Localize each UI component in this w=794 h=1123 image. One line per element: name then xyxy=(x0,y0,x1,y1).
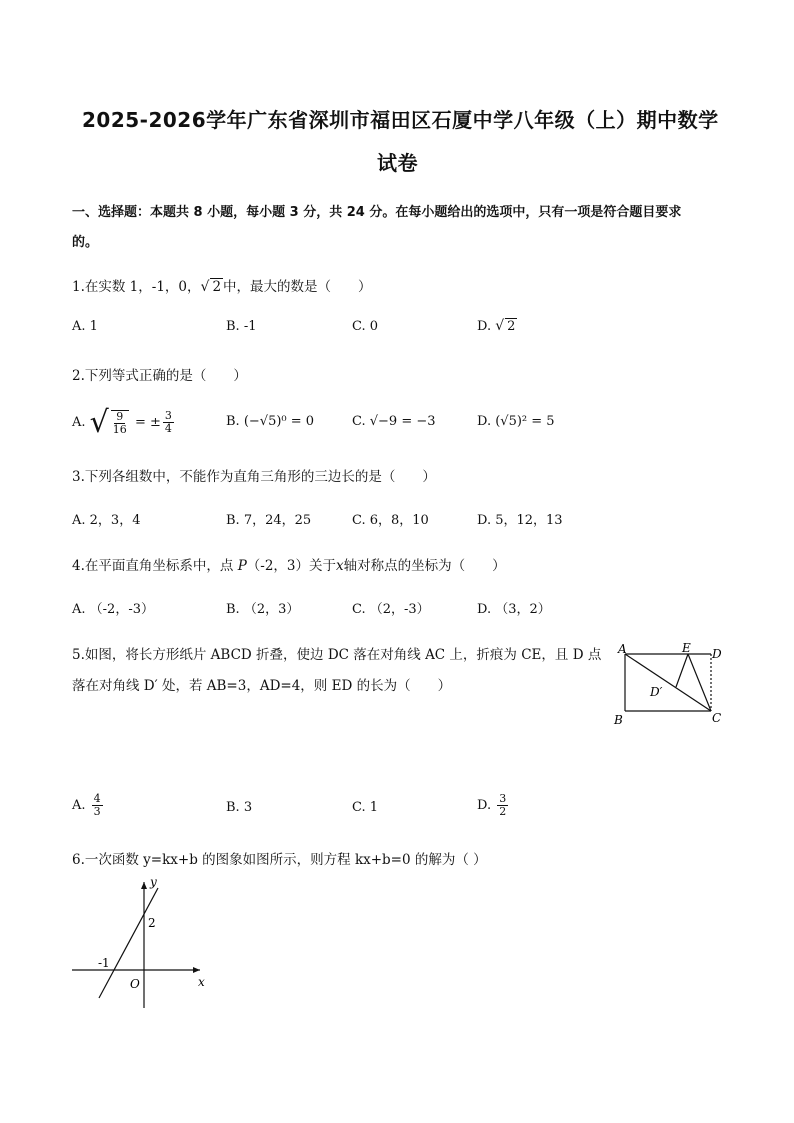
label-x: x xyxy=(198,975,205,989)
q3-option-c: C. 6，8，10 xyxy=(352,513,429,528)
section-header-line2: 的。 xyxy=(72,235,99,250)
segment-ed-prime xyxy=(676,654,688,687)
q1-option-b: B. -1 xyxy=(226,319,257,334)
diagonal-ac xyxy=(625,654,711,711)
sqrt-symbol: √ xyxy=(495,318,505,334)
q2-a-den: 16 xyxy=(112,422,127,436)
label-y-intercept: 2 xyxy=(148,916,156,930)
sqrt-symbol: √ xyxy=(200,279,210,295)
question-1 xyxy=(72,275,372,295)
label-a: A xyxy=(618,642,627,656)
q5-option-d xyxy=(477,793,510,818)
q4-point-p: P xyxy=(237,558,247,574)
q4-option-c: C. （2，-3） xyxy=(352,602,430,617)
q5-option-c: C. 1 xyxy=(352,800,379,815)
q1-option-a: A. 1 xyxy=(72,319,98,334)
label-origin: O xyxy=(130,977,140,991)
section-header-line1: 一、选择题：本题共 8 小题，每小题 3 分，共 24 分。在每小题给出的选项中，只有一项是符合题目要求 xyxy=(72,205,682,220)
q5-option-d-label: D. xyxy=(477,798,492,813)
q1-option-d-radicand: 2 xyxy=(507,319,516,334)
q5-d-num: 3 xyxy=(499,792,507,805)
question-3: 3.下列各组数中，不能作为直角三角形的三边长的是（ ） xyxy=(72,469,436,485)
q2-option-a xyxy=(72,405,176,440)
q5-figure xyxy=(608,638,728,730)
question-5-line1: 5.如图，将长方形纸片 ABCD 折叠，使边 DC 落在对角线 AC 上，折痕为 CE，且 D 点 xyxy=(72,647,602,663)
q5-a-fraction xyxy=(92,793,103,818)
q3-option-a: A. 2，3，4 xyxy=(72,513,141,528)
q4-part2: （-2，3）关于 xyxy=(246,558,337,574)
q5-option-a xyxy=(72,793,105,818)
label-b: B xyxy=(614,713,623,727)
q1-option-d xyxy=(477,318,517,334)
sqrt-symbol: √ xyxy=(89,405,109,440)
q1-option-c: C. 0 xyxy=(352,319,379,334)
page-title-line2: 试卷 xyxy=(377,151,418,175)
q2-a-fraction2 xyxy=(163,410,174,435)
q2-a-num2: 3 xyxy=(164,409,172,422)
label-e: E xyxy=(682,641,691,655)
q4-option-d: D. （3，2） xyxy=(477,602,551,617)
q1-suffix: 中，最大的数是（ ） xyxy=(223,279,372,295)
page-title-line1: 2025-2026学年广东省深圳市福田区石厦中学八年级（上）期中数学 xyxy=(82,108,719,132)
q2-a-den2: 4 xyxy=(164,422,172,435)
q1-prefix: 1.在实数 1，-1，0， xyxy=(72,279,201,295)
label-d-prime: D′ xyxy=(650,685,663,699)
question-4 xyxy=(72,554,506,574)
q2-option-a-label: A. xyxy=(72,415,86,430)
function-line xyxy=(99,888,158,998)
q6-figure xyxy=(68,876,213,1016)
q1-radicand: 2 xyxy=(212,279,222,295)
label-x-intercept: -1 xyxy=(98,956,110,970)
q2-a-num: 9 xyxy=(116,409,124,423)
q2-option-b: B. (−√5)⁰ = 0 xyxy=(226,414,315,429)
q5-option-a-label: A. xyxy=(72,798,86,813)
label-d: D xyxy=(712,647,722,661)
question-2: 2.下列等式正确的是（ ） xyxy=(72,368,247,384)
x-axis-arrow xyxy=(193,967,200,973)
q4-x: x xyxy=(336,558,344,574)
q4-option-a: A. （-2，-3） xyxy=(72,602,154,617)
q5-option-b: B. 3 xyxy=(226,800,253,815)
q5-d-fraction xyxy=(497,793,508,818)
q4-part3: 轴对称点的坐标为（ ） xyxy=(343,558,506,574)
q5-a-den: 3 xyxy=(93,805,101,818)
question-6: 6.一次函数 y=kx+b 的图象如图所示，则方程 kx+b=0 的解为（ ） xyxy=(72,852,487,868)
q2-a-fraction xyxy=(111,410,129,436)
q1-option-d-label: D. xyxy=(477,319,492,334)
q3-option-b: B. 7，24，25 xyxy=(226,513,312,528)
q5-d-den: 2 xyxy=(499,805,507,818)
q5-a-num: 4 xyxy=(93,792,101,805)
q4-part1: 4.在平面直角坐标系中，点 xyxy=(72,558,234,574)
q3-option-d: D. 5，12，13 xyxy=(477,513,563,528)
label-y: y xyxy=(150,876,157,889)
label-c: C xyxy=(712,711,722,725)
q4-option-b: B. （2，3） xyxy=(226,602,300,617)
crease-ce xyxy=(688,654,711,711)
q2-a-mid: = ± xyxy=(134,415,161,430)
y-axis-arrow xyxy=(141,882,147,889)
question-5-line2: 落在对角线 D′ 处，若 AB=3，AD=4，则 ED 的长为（ ） xyxy=(72,678,452,694)
q2-option-d: D. (√5)² = 5 xyxy=(477,414,555,429)
q2-option-c: C. √−9 = −3 xyxy=(352,414,436,429)
